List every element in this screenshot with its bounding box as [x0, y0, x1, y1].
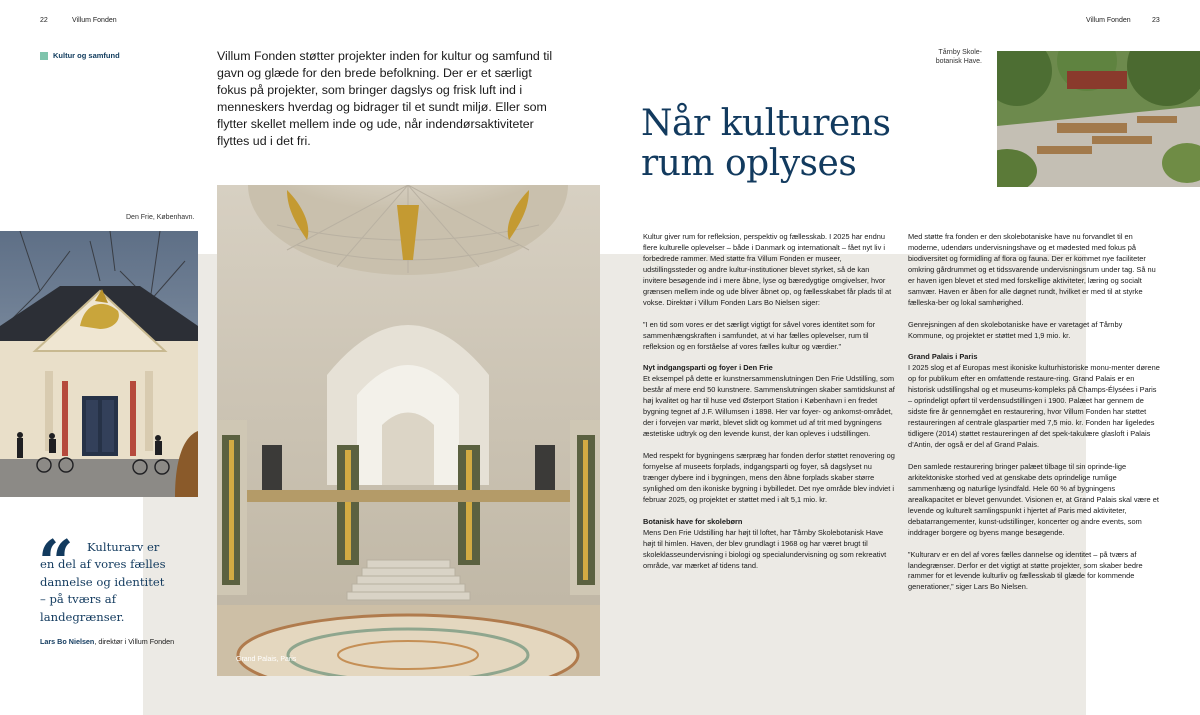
photo-taarnby [997, 51, 1200, 187]
pull-quote: Kulturarv er en del af vores fælles dannelse og identitet – på tværs af landegrænser. [40, 540, 166, 624]
article-paragraph: Med støtte fra fonden er den skolebotaniske have nu forvandlet til en moderne, udendørs undervisningshave og et mødested med fokus på biodiversitet og formidling af flora og fauna. Der er kommet nye faciliteter omkring gårdrummet og et tidssvarende undervisningsrum under tag. Så nu er haven igen blevet et sted med forskellige aktiviteter, læring og socialt samvær. Haven er åben for alle døgnet rundt, hvilket er med til at styrke fælleska-ber og lokal samhørighed. [908, 232, 1156, 307]
article-paragraph: Et eksempel på dette er kunstnersammenslutningen Den Frie Udstilling, som består af mere end 50 kunstnere. Sammenslutningen skaber samtidskunst af høj kvalitet og har til huse ved Østerport Station i København i en fredet bygning tegnet af J.F. Willumsen i 1898. Her var foyer- og ankomst-området, der i forvejen var mørkt, blevet slidt og kommet ud af trit med bygningens æstetiske udtryk og den levende kunst, der kan opleves i udstillingen. [643, 374, 895, 439]
quote-mark-icon: “ [38, 526, 74, 599]
article-paragraph: Mens Den Frie Udstilling har højt til loftet, har Tårnby Skolebotanisk Have højt til himlen. Haven, der blev grundlagt i 1968 og har været brugt til skoleklasseundervisning i biologi og specialundervisning og som rekreativt område, var mærket af tidens tand. [643, 527, 887, 570]
article-paragraph: Med respekt for bygningens særpræg har fonden derfor støttet renovering og fornyelse af museets forplads, indgangsparti og foyer, så dagslyset nu trænger dybere ind i bygningen, mens den åbne forplads skaber større synlighed om den ikoniske bygning i bybilledet. Det nye område blev indviet i februar 2025, og projektet er støttet med i alt 5,1 mio. kr. [643, 451, 895, 504]
section-tag [40, 51, 120, 60]
quote-author: Lars Bo Nielsen [40, 637, 95, 646]
caption-grand-palais: Grand Palais, Paris [236, 656, 297, 663]
quote-attribution [40, 637, 174, 646]
article-subheading: Nyt indgangsparti og foyer i Den Frie [643, 363, 773, 373]
article-quote-paragraph: ”I en tid som vores er det særligt vigtigt for såvel vores identitet som for sammenhængskraften i samfundet, at vi har fælles oplevelser, rum til refleksion og en forståelse af vores fælles kultur og værdier.” [643, 319, 876, 351]
article-column-1 [643, 232, 895, 582]
photo-den-frie [0, 231, 198, 497]
photo-grand-palais [217, 185, 600, 676]
article-paragraph: Den samlede restaurering bringer palæet tilbage til sin oprinde-lige arkitektoniske storhed ved at genskabe dets oprindelige rumlige sammenhæng og naturlige lysindfald. Hele 60 % af bygningens arealkapacitet er blevet genvundet. Visionen er, at Grand Palais skal være et levende og kulturelt samlingspunkt i hjertet af Paris med aktiviteter, debatarrangementer, kunst-udstillinger, koncerter og andre events, som inddrager borgere og byens mange besøgende. [908, 461, 1159, 537]
page-number-right: 23 [1152, 17, 1160, 24]
article-column-2 [908, 232, 1160, 604]
section-tag-square [40, 52, 48, 60]
caption-taarnby-line2: botanisk Have. [935, 58, 982, 65]
article-paragraph: Kultur giver rum for refleksion, perspektiv og fællesskab. I 2025 har endnu flere kulturelle oplevelser – både i Danmark og internationalt – fået nyt liv i forbedrede rammer. Med støtte fra Villum Fonden er museer, udstillingssteder og andre kultur-institutioner blevet styrket, så de kan invitere besøgende ind i mere åbne, lyse og bæredygtige omgivelser, hvor grænsen mellem inde og ude bliver åbnet op, og fællesskabet får plads til at vokse. Direktør i Villum Fonden Lars Bo Nielsen siger: [643, 232, 892, 307]
intro-paragraph: Villum Fonden støtter projekter inden for kultur og samfund til gavn og glæde for den brede befolkning. Der er et særligt fokus på projekter, som bringer dagslys og frisk luft ind i menneskers hverdag og bidrager til et sundt miljø. Eller som flytter skellet mellem inde og ude, når indendørsaktiviteter flyttes ud i det fri. [217, 49, 553, 148]
article-subheading: Botanisk have for skolebørn [643, 516, 743, 526]
caption-taarnby-line1: Tårnby Skole- [938, 49, 982, 56]
article-headline: Når kulturens rum oplyses [641, 103, 891, 184]
running-title-right: Villum Fonden [1086, 17, 1131, 24]
article-paragraph: Genrejsningen af den skolebotaniske have er varetaget af Tårnby Kommune, og projektet er støttet med 1,9 mio. kr. [908, 319, 1123, 340]
caption-taarnby [920, 48, 982, 66]
page-number-left: 22 [40, 17, 48, 24]
caption-den-frie: Den Frie, København. [126, 214, 195, 221]
article-subheading: Grand Palais i Paris [908, 352, 978, 362]
article-paragraph: I 2025 slog et af Europas mest ikoniske kulturhistoriske monu-menter dørene op for publikum efter en omfattende restaure-ring. Grand Palais er en historisk udstillingshal og et museums-kompleks på Champs-Élysées i Paris – oprindeligt opført til verdensudstillingen i 1900. Palæet har gennem de sidste fire år gennemgået en restaurering, hvor Villum Fonden har støttet restaureringen af centrale glaspartier med 7,5 mio. kr. Fonden har ligeledes tidligere (2014) støttet restaureringen af det spek-takulære glasloft i Palais d’Antin, der også er del af Grand Palais. [908, 363, 1160, 450]
running-title-left: Villum Fonden [72, 17, 117, 24]
quote-role: , direktør i Villum Fonden [94, 637, 175, 646]
section-tag-label: Kultur og samfund [53, 51, 120, 60]
article-quote-paragraph: ”Kulturarv er en del af vores fælles dannelse og identitet – på tværs af landegrænser. Derfor er det vigtigt at støtte projekter, som skaber bedre rammer for et levende kulturliv og fællesskab til glæde for kommende generationer,” siger Lars Bo Nielsen. [908, 549, 1143, 592]
